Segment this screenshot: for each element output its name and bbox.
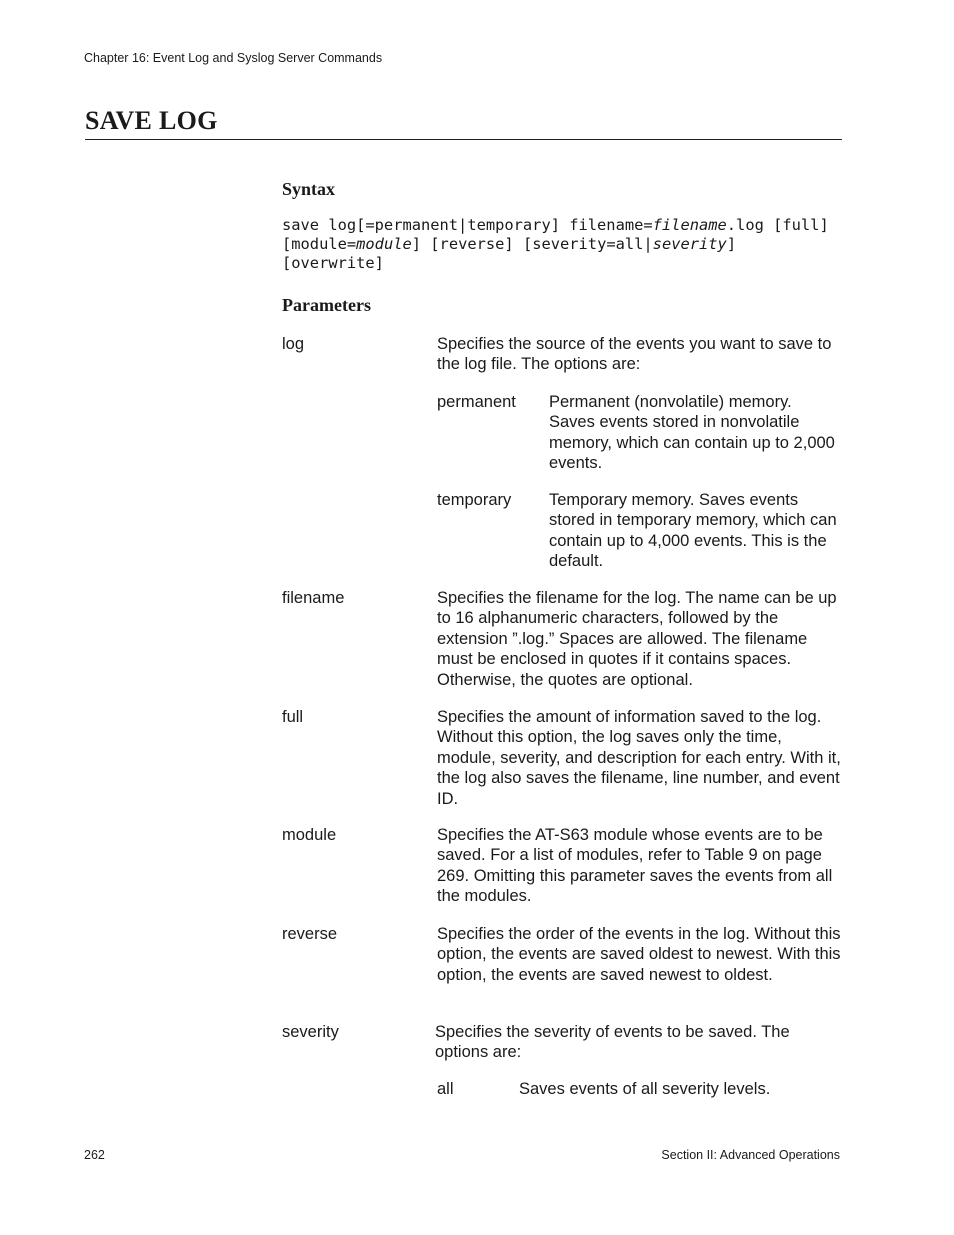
option-name-all: all bbox=[437, 1080, 454, 1098]
param-desc-full: Specifies the amount of information saved to the log. Without this option, the log saves only the time, module, severity, and description for each entry. With it, the log also saves the filename, line number, and event ID. bbox=[437, 708, 841, 808]
param-desc-module: Specifies the AT-S63 module whose events are to be saved. For a list of modules, refer to Table 9 on page 269. Omitting this parameter saves the events from all the modules. bbox=[437, 826, 833, 906]
param-desc-log: Specifies the source of the events you want to save to the log file. The options are: bbox=[437, 335, 832, 374]
option-desc-all: Saves events of all severity levels. bbox=[519, 1080, 771, 1098]
syntax-line-3: [overwrite] bbox=[282, 254, 384, 272]
syntax-text: [module= bbox=[282, 235, 357, 253]
running-head: Chapter 16: Event Log and Syslog Server Commands bbox=[84, 51, 383, 65]
param-name-filename: filename bbox=[282, 589, 345, 607]
param-name-module: module bbox=[282, 826, 337, 844]
param-desc-severity: Specifies the severity of events to be saved. The options are: bbox=[435, 1023, 790, 1062]
option-name-permanent: permanent bbox=[437, 393, 516, 411]
section-footer: Section II: Advanced Operations bbox=[661, 1148, 840, 1162]
syntax-placeholder: severity bbox=[652, 235, 727, 253]
option-desc-permanent: Permanent (nonvolatile) memory. Saves events stored in nonvolatile memory, which can contain up to 2,000 events. bbox=[549, 393, 835, 473]
syntax-text: ] bbox=[726, 235, 737, 253]
page-title: SAVE LOG bbox=[85, 106, 218, 135]
param-name-severity: severity bbox=[282, 1023, 339, 1041]
syntax-block bbox=[282, 216, 852, 273]
syntax-placeholder: module bbox=[356, 235, 412, 253]
param-desc-reverse: Specifies the order of the events in the log. Without this option, the events are saved oldest to newest. With this option, the events are saved newest to oldest. bbox=[437, 925, 841, 984]
syntax-text: save log[=permanent|temporary] filename= bbox=[282, 216, 653, 234]
param-desc-filename: Specifies the filename for the log. The name can be up to 16 alphanumeric characters, followed by the extension ”.log.” Spaces are allowed. The filename must be enclosed in quotes if it contains spaces. Otherwise, the quotes are optional. bbox=[437, 589, 837, 689]
syntax-text: ] [reverse] [severity=all| bbox=[411, 235, 653, 253]
param-name-log: log bbox=[282, 335, 305, 353]
option-desc-temporary: Temporary memory. Saves events stored in temporary memory, which can contain up to 4,000 events. This is the default. bbox=[549, 491, 837, 571]
param-name-full: full bbox=[282, 708, 304, 726]
page-number: 262 bbox=[84, 1148, 105, 1162]
syntax-line-1 bbox=[282, 216, 852, 235]
param-name-reverse: reverse bbox=[282, 925, 338, 943]
title-rule bbox=[85, 139, 842, 140]
syntax-placeholder: filename bbox=[652, 216, 727, 234]
syntax-heading: Syntax bbox=[282, 179, 336, 199]
parameters-heading: Parameters bbox=[282, 295, 371, 315]
syntax-line-2 bbox=[282, 235, 852, 254]
option-name-temporary: temporary bbox=[437, 491, 512, 509]
syntax-text: .log [full] bbox=[726, 216, 829, 234]
